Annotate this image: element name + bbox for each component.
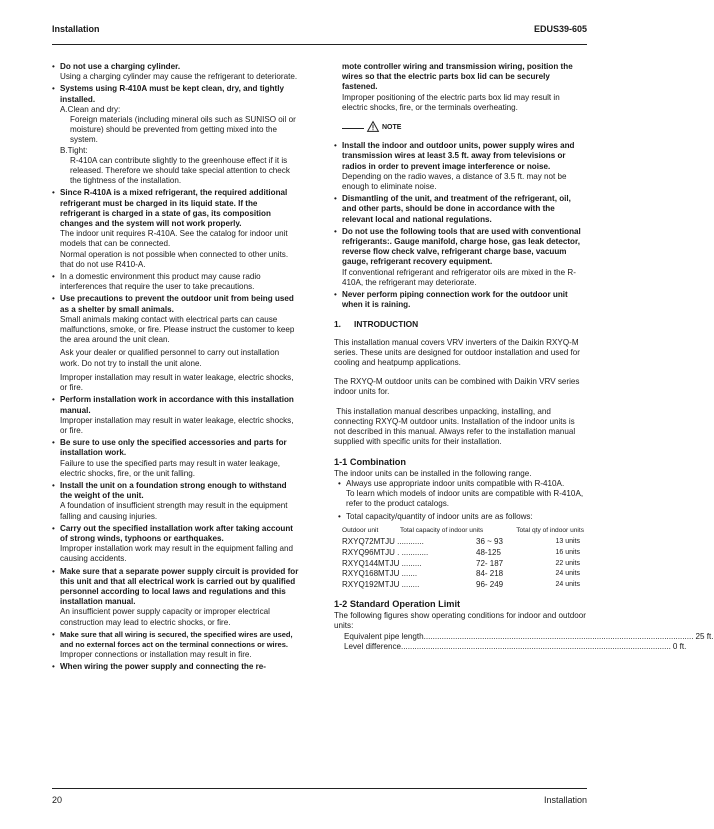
operation-limit-intro: The following figures show operating conditions for indoor and outdoor units: — [334, 611, 586, 631]
continued-item — [334, 62, 587, 113]
table-row — [342, 548, 587, 559]
combination-bullet-2-text: Total capacity/quantity of indoor units are as follows: — [346, 511, 533, 521]
bullet-item — [52, 524, 299, 565]
capacity-table-header — [342, 526, 587, 536]
page-footer — [52, 795, 587, 805]
leader-dots: ........................................................................................................................ — [401, 641, 671, 651]
bullet-desc: A foundation of insufficient strength may result in the equipment falling and causing injuries. — [60, 501, 288, 521]
bullet-title: • Carry out the specified installation work after taking account of strong winds, typhoons or earthquakes. — [60, 523, 293, 543]
left-column — [52, 62, 299, 675]
capacity-table — [334, 537, 587, 591]
bullet-desc: Improper connections or installation may result in fire. — [60, 650, 252, 660]
condition-label: Equivalent pipe length — [344, 631, 424, 641]
note-label: NOTE — [382, 124, 402, 132]
table-row — [342, 580, 587, 591]
footer-rule — [52, 788, 587, 789]
condition-value: 0 ft. — [672, 641, 687, 651]
cell-capacity: 48-125 — [476, 547, 501, 557]
bullet-desc: Improper installation may result in water leakage, electric shocks, or fire. — [60, 372, 294, 393]
bullet-item — [52, 395, 299, 436]
condition-row — [334, 641, 687, 652]
continued-title: mote controller wiring and transmission wiring, position the wires so that the electric parts box lid can be securely fastened. — [342, 62, 573, 92]
bullet-desc: Failure to use the specified parts may result in water leakage, electric shocks, fire, or the unit falling. — [60, 458, 280, 478]
cell-capacity: 72- 187 — [476, 558, 504, 568]
bullet-item — [52, 272, 299, 292]
bullet-title: • Perform installation work in accordance with this installation manual. — [60, 395, 294, 415]
note-item — [334, 227, 587, 288]
combination-bullet-1 — [338, 479, 587, 510]
bullet-desc: Using a charging cylinder may cause the refrigerant to deteriorate. — [60, 72, 298, 82]
combination-heading: 1-1 Combination — [334, 456, 406, 467]
note-item — [334, 290, 587, 310]
intro-paragraph-1: This installation manual covers VRV inverters of the Daikin RXYQ-M series. These units are designed for outdoor installation and used for cooling and heatpump applications. — [334, 337, 580, 368]
bullet-item — [52, 662, 299, 672]
bullet-desc: The indoor unit requires R-410A. See the catalog for indoor unit models that can be connected. — [60, 229, 288, 249]
cell-outdoor-unit: RXYQ96MTJU . ............ — [342, 547, 429, 557]
bullet-title: • Systems using R-410A must be kept clean, dry, and tightly installed. — [60, 84, 284, 104]
right-column — [334, 62, 714, 652]
bullet-item — [52, 62, 299, 82]
header-rule — [52, 44, 587, 45]
bullet-desc: B.Tight: — [60, 145, 88, 155]
bullet-title: • Since R-410A is a mixed refrigerant, the required additional refrigerant must be charged in its liquid state. If the refrigerant is charged in a state of gas, its composition changes and the system will not work properly. — [60, 188, 288, 229]
bullet-desc: An insufficient power supply capacity or improper electrical construction may lead to electric shocks, or fire. — [60, 607, 270, 627]
combination-intro: The indoor units can be installed in the following range. — [334, 468, 532, 478]
table-row — [342, 559, 587, 570]
page-header — [52, 24, 587, 42]
cell-outdoor-unit: RXYQ192MTJU ........ — [342, 580, 420, 590]
note-title: • Never perform piping connection work for the outdoor unit when it is raining. — [342, 290, 568, 310]
section-number: 1. — [334, 319, 341, 330]
note-desc: If conventional refrigerant and refrigerator oils are mixed in the R-410A, the refrigerant may deteriorate. — [342, 267, 576, 287]
col-header-qty: Total qty of indoor units — [516, 526, 584, 534]
cell-outdoor-unit: RXYQ168MTJU ....... — [342, 569, 418, 579]
bullet-desc: Improper installation may result in water leakage, electric shocks, or fire. — [60, 415, 294, 435]
cell-capacity: 96- 249 — [476, 580, 504, 590]
note-rule-left — [342, 128, 364, 129]
bullet-title: • Use precautions to prevent the outdoor unit from being used as a shelter by small animals. — [60, 294, 294, 314]
note-heading — [334, 121, 587, 135]
bullet-title: • When wiring the power supply and connecting the re- — [60, 662, 266, 672]
bullet-desc: Ask your dealer or qualified personnel to carry out installation work. Do not try to install the unit alone. — [60, 348, 280, 368]
bullet-desc: Improper installation work may result in the equipment falling and causing accidents. — [60, 544, 294, 564]
continued-desc: Improper positioning of the electric parts box lid may result in electric shocks, fire, or the terminals overheating. — [342, 92, 560, 112]
operation-limit-heading: 1-2 Standard Operation Limit — [334, 598, 461, 609]
bullet-item — [52, 188, 299, 270]
cell-outdoor-unit: RXYQ144MTJU ......... — [342, 558, 422, 568]
bullet-item — [52, 294, 299, 345]
bullet-desc: A.Clean and dry: — [60, 104, 121, 114]
section-heading-introduction — [334, 319, 587, 329]
header-section-title: Installation — [52, 24, 100, 34]
cell-capacity: 36 ~ 93 — [476, 536, 503, 546]
intro-paragraph-3: This installation manual describes unpacking, installing, and connecting RXYQ-M outdoor units. Installation of the indoor units is not described in this manual. Always refer to the installation manual supplied with specific units for their installation. — [334, 406, 578, 447]
note-item — [334, 194, 587, 225]
bullet-item — [52, 630, 299, 661]
col-header-outdoor: Outdoor unit — [342, 526, 379, 534]
bullet-desc: Small animals making contact with electrical parts can cause malfunctions, smoke, or fire. Please instruct the customer to keep the area around the unit clean. — [60, 314, 295, 345]
bullet-desc: R-410A can contribute slightly to the greenhouse effect if it is released. Therefore we should take special attention to check the tightness of the installation. — [70, 155, 290, 186]
bullet-title: • Be sure to use only the specified accessories and parts for installation work. — [60, 438, 287, 458]
bullet-title: • Make sure that a separate power supply circuit is provided for this unit and that all electrical work is carried out by qualified personnel according to local laws and regulations and this installation manual. — [60, 566, 299, 607]
table-row — [342, 537, 587, 548]
operation-conditions — [334, 631, 714, 652]
section-title: INTRODUCTION — [354, 319, 419, 330]
bullet-item — [52, 348, 299, 393]
footer-section-title: Installation — [543, 795, 587, 805]
warning-triangle-icon — [367, 121, 379, 135]
condition-value: 25 ft. — [695, 631, 714, 641]
condition-row — [334, 631, 714, 642]
note-item — [334, 141, 587, 192]
bullet-item — [52, 84, 299, 186]
condition-label: Level difference — [344, 641, 401, 651]
combination-subtext: To learn which models of indoor units are compatible with R-410A, refer to the product catalogs. — [346, 489, 584, 509]
col-header-capacity: Total capacity of indoor units — [400, 526, 484, 534]
note-title: • Do not use the following tools that are used with conventional refrigerants:. Gauge manifold, charge hose, gas leak detector, reverse flow check valve, refrigerant charge base, vacuum gauge, refrigerant recovery equipment. — [342, 226, 581, 267]
cell-quantity: 24 units — [555, 570, 580, 578]
bullet-desc: • In a domestic environment this product may cause radio interferences that require the user to take precautions. — [60, 272, 261, 292]
bullet-title: • Install the unit on a foundation strong enough to withstand the weight of the unit. — [60, 480, 287, 501]
note-desc: Depending on the radio waves, a distance of 3.5 ft. may not be enough to eliminate noise. — [342, 171, 567, 192]
cell-quantity: 24 units — [555, 581, 580, 589]
combination-bullet-1-text: Always use appropriate indoor units compatible with R-410A. — [346, 478, 565, 488]
notes-list — [334, 141, 587, 310]
bullet-desc: Foreign materials (including mineral oils such as SUNISO oil or moisture) should be prevented from getting mixed into the system. — [70, 115, 296, 145]
cell-outdoor-unit: RXYQ72MTJU ............ — [342, 536, 424, 546]
bullet-item — [52, 567, 299, 628]
cell-quantity: 16 units — [555, 548, 580, 556]
header-doc-code: EDUS39-605 — [533, 24, 587, 34]
combination-bullet-2 — [338, 512, 587, 522]
cell-quantity: 13 units — [555, 537, 580, 545]
cell-capacity: 84- 218 — [476, 569, 504, 579]
bullet-title: • Do not use a charging cylinder. — [60, 62, 181, 71]
cell-quantity: 22 units — [555, 559, 580, 567]
page-number: 20 — [52, 795, 63, 805]
intro-paragraph-2: The RXYQ-M outdoor units can be combined with Daikin VRV series indoor units for. — [334, 377, 580, 397]
bullet-item — [52, 481, 299, 522]
note-title: • Dismantling of the unit, and treatment of the refrigerant, oil, and other parts, should be done in accordance with the relevant local and national regulations. — [342, 194, 571, 224]
bullet-desc: Normal operation is not possible when connected to other units. that do not use R410-A. — [60, 249, 289, 269]
bullet-title: • Make sure that all wiring is secured, the specified wires are used, and no external forces act on the terminal connections or wires. — [60, 629, 293, 649]
note-title: • Install the indoor and outdoor units, power supply wires and transmission wires at least 3.5 ft. away from televisions or radios in order to prevent image interference or noise. — [342, 141, 575, 171]
bullet-item — [52, 438, 299, 479]
table-row — [342, 569, 587, 580]
leader-dots: ........................................................................................................................ — [423, 631, 694, 641]
